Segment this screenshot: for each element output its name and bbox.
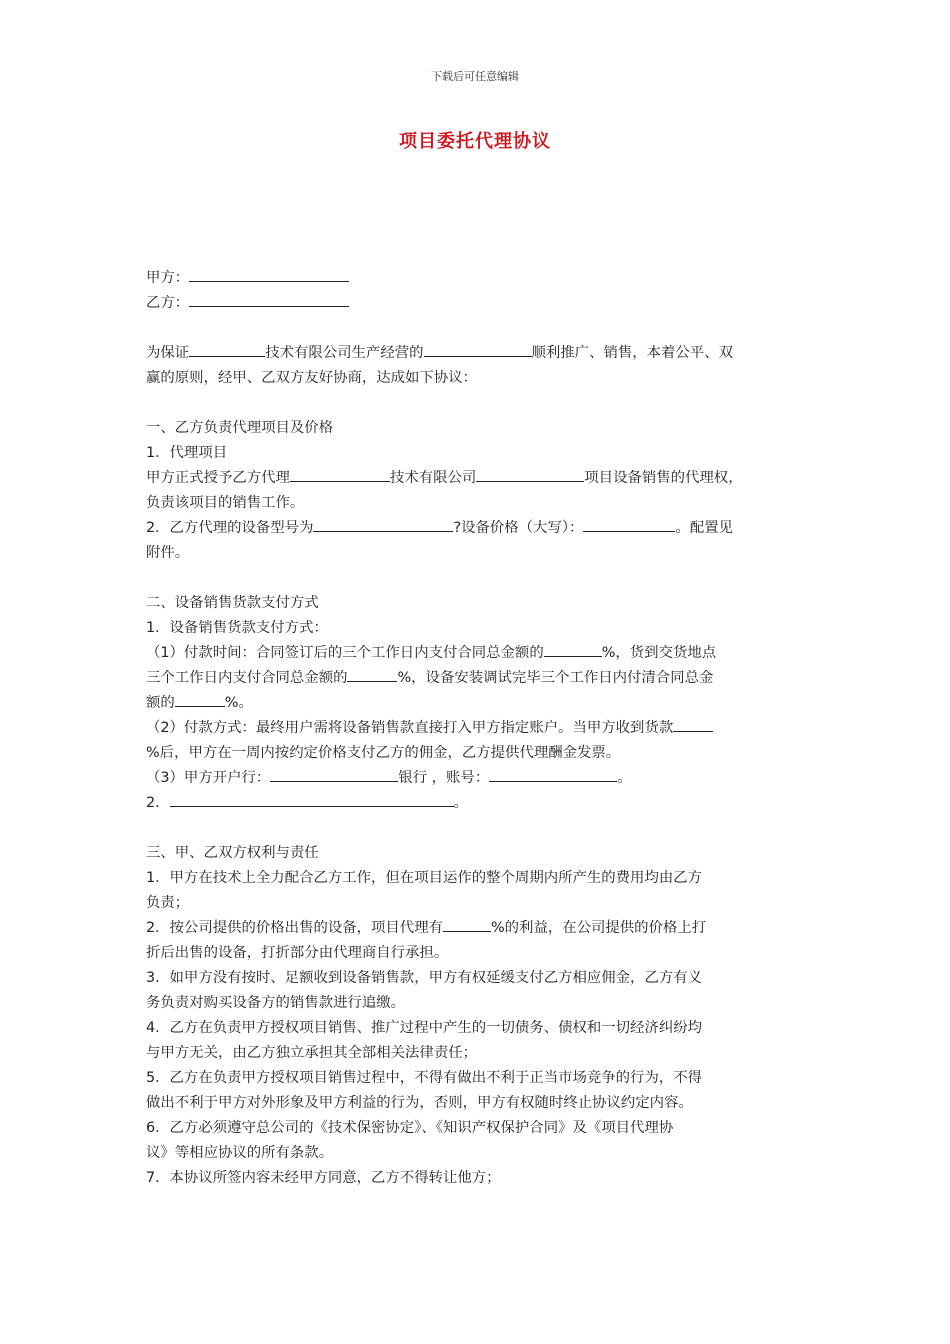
s2-p3-text-a: （3）甲方开户行： xyxy=(146,770,271,786)
s1-item-1-text-a: 甲方正式授予乙方代理 xyxy=(146,470,290,486)
s1-item-1-line-2: 负责该项目的销售工作。 xyxy=(146,495,305,511)
s2-item-2 xyxy=(146,791,806,816)
s1-item-1-title: 1．代理项目 xyxy=(146,445,228,461)
s3-item-4-line-2: 与甲方无关，由乙方独立承担其全部相关法律责任； xyxy=(146,1045,477,1061)
s2-item-2-blank[interactable] xyxy=(170,792,454,807)
s3-item-1-line-2: 负责； xyxy=(146,895,190,911)
section-3-heading: 三、甲、乙双方权利与责任 xyxy=(146,845,319,861)
agent-company-blank[interactable] xyxy=(290,467,390,482)
s1-item-1-line-1 xyxy=(146,466,806,491)
s2-payment-method-line-1 xyxy=(146,716,806,741)
s3-i2-text-a: 2．按公司提供的价格出售的设备，项目代理有 xyxy=(146,920,443,936)
s1-item-2-text-c: 。配置见 xyxy=(675,520,734,536)
s3-item-4-line-1: 4．乙方在负责甲方授权项目销售、推广过程中产生的一切债务、债权和一切经济纠纷均 xyxy=(146,1020,703,1036)
s2-p1-text-a: （1）付款时间：合同签订后的三个工作日内支付合同总金额的 xyxy=(146,645,544,661)
s3-item-2-line-1 xyxy=(146,916,806,941)
intro-line-1 xyxy=(146,341,806,366)
s1-item-2-line-1 xyxy=(146,516,806,541)
s2-p1-text-f: %。 xyxy=(224,695,253,711)
intro-text-3: 顺利推广、销售，本着公平、双 xyxy=(531,345,733,361)
s3-item-5-line-1: 5．乙方在负责甲方授权项目销售过程中，不得有做出不利于正当市场竞争的行为，不得 xyxy=(146,1070,703,1086)
s3-item-6-line-2: 议》等相应协议的所有条款。 xyxy=(146,1145,334,1161)
account-number-blank[interactable] xyxy=(489,767,617,782)
s2-payment-time-line-3 xyxy=(146,691,806,716)
s2-p1-text-c: 三个工作日内支付合同总金额的 xyxy=(146,670,348,686)
s2-p1-text-b: %，货到交货地点 xyxy=(601,645,717,661)
document-body xyxy=(146,266,806,1191)
s1-item-1-text-b: 技术有限公司 xyxy=(389,470,477,486)
header-note: 下载后可任意编辑 xyxy=(431,70,519,83)
party-b-line xyxy=(146,291,806,316)
product-name-blank[interactable] xyxy=(424,342,532,357)
section-1-heading: 一、乙方负责代理项目及价格 xyxy=(146,420,334,436)
s3-item-3-line-2: 务负责对购买设备方的销售款进行追缴。 xyxy=(146,995,406,1011)
received-percent-blank[interactable] xyxy=(673,717,713,732)
s2-p2-text-a: （2）付款方式：最终用户需将设备销售款直接打入甲方指定账户。当甲方收到货款 xyxy=(146,720,674,736)
s3-item-6-line-1: 6．乙方必须遵守总公司的《技术保密协定》、《知识产权保护合同》及《项目代理协 xyxy=(146,1120,674,1136)
s2-p1-text-d: %，设备安装调试完毕三个工作日内付清合同总金 xyxy=(397,670,714,686)
s2-p3-text-c: 。 xyxy=(617,770,632,786)
agent-profit-percent-blank[interactable] xyxy=(443,917,491,932)
s1-item-2-line-2: 附件。 xyxy=(146,545,190,561)
document-title: 项目委托代理协议 xyxy=(399,131,551,152)
device-price-blank[interactable] xyxy=(583,517,675,532)
party-a-line xyxy=(146,266,806,291)
s3-item-3-line-1: 3．如甲方没有按时、足额收到设备销售款，甲方有权延缓支付乙方相应佣金，乙方有义 xyxy=(146,970,703,986)
party-b-blank[interactable] xyxy=(189,292,349,307)
s2-bank-line xyxy=(146,766,806,791)
final-payment-percent-blank[interactable] xyxy=(175,692,225,707)
s2-p3-text-b: 银行 ，账号： xyxy=(398,770,490,786)
s3-item-5-line-2: 做出不利于甲方对外形象及甲方利益的行为，否则，甲方有权随时终止协议约定内容。 xyxy=(146,1095,693,1111)
s1-item-1-text-c: 项目设备销售的代理权， xyxy=(584,470,743,486)
section-2-heading: 二、设备销售货款支付方式 xyxy=(146,595,319,611)
s2-payment-method-line-2: %后，甲方在一周内按约定价格支付乙方的佣金，乙方提供代理酬金发票。 xyxy=(146,745,621,761)
s2-payment-time-line-1 xyxy=(146,641,806,666)
party-a-label: 甲方： xyxy=(146,270,190,286)
bank-name-blank[interactable] xyxy=(270,767,398,782)
party-a-blank[interactable] xyxy=(189,267,349,282)
intro-text-2: 技术有限公司生产经营的 xyxy=(265,345,424,361)
s2-p1-text-e: 额的 xyxy=(146,695,175,711)
s2-item-2-end: 。 xyxy=(453,795,468,811)
party-b-label: 乙方： xyxy=(146,295,190,311)
s3-item-1-line-1: 1．甲方在技术上全力配合乙方工作，但在项目运作的整个周期内所产生的费用均由乙方 xyxy=(146,870,703,886)
second-payment-percent-blank[interactable] xyxy=(347,667,397,682)
device-model-blank[interactable] xyxy=(313,517,453,532)
s1-item-2-text-b: ?设备价格（大写）： xyxy=(453,520,584,536)
first-payment-percent-blank[interactable] xyxy=(544,642,602,657)
company-name-blank[interactable] xyxy=(189,342,265,357)
agent-project-blank[interactable] xyxy=(476,467,584,482)
s2-item-2-num: 2． xyxy=(146,795,170,811)
intro-line-2: 赢的原则，经甲、乙双方友好协商，达成如下协议： xyxy=(146,370,477,386)
s2-item-1: 1．设备销售货款支付方式： xyxy=(146,620,328,636)
s1-item-2-text-a: 2．乙方代理的设备型号为 xyxy=(146,520,314,536)
s3-item-2-line-2: 折后出售的设备，打折部分由代理商自行承担。 xyxy=(146,945,449,961)
s3-i2-text-b: %的利益，在公司提供的价格上打 xyxy=(490,920,707,936)
s3-item-7: 7．本协议所签内容未经甲方同意，乙方不得转让他方； xyxy=(146,1170,501,1186)
s2-payment-time-line-2 xyxy=(146,666,806,691)
intro-text-1: 为保证 xyxy=(146,345,190,361)
